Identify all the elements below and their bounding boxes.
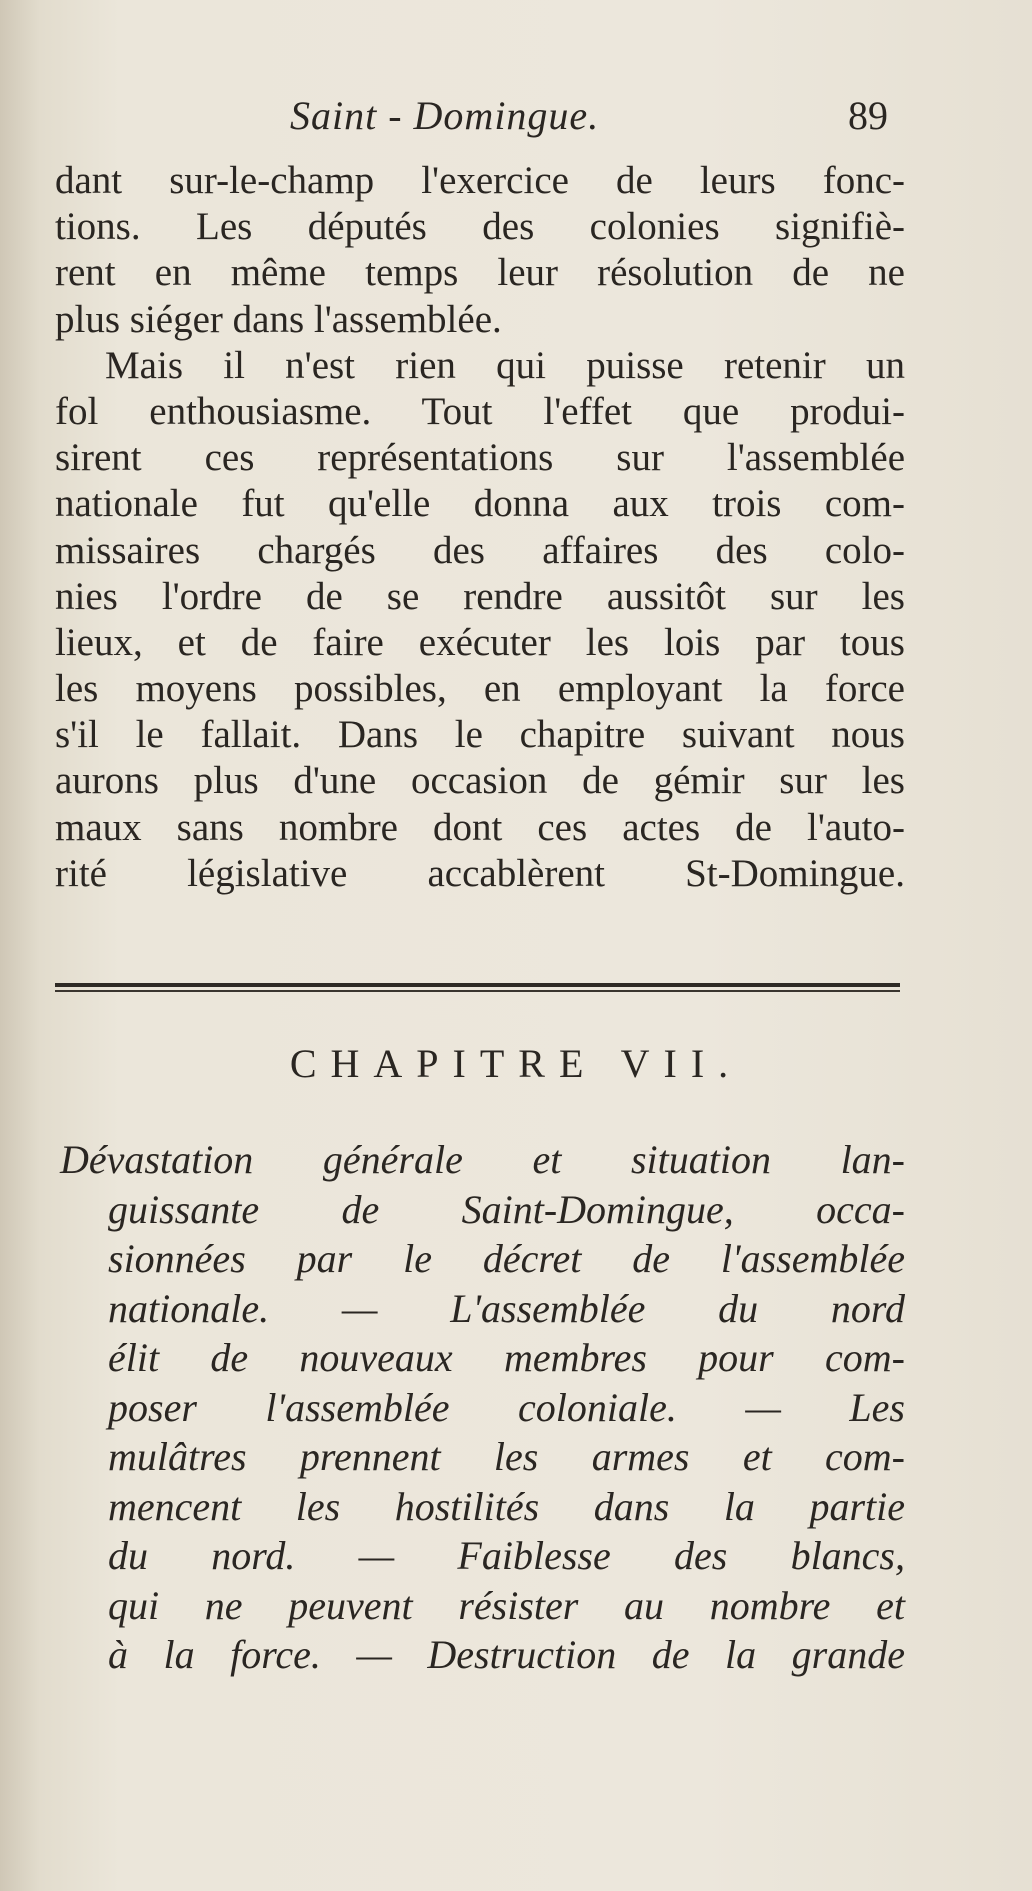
divider-thin [55, 990, 900, 992]
text-line: sirent ces représentations sur l'assemblée [55, 436, 905, 480]
body-text [55, 158, 905, 897]
text-line: dant sur-le-champ l'exercice de leurs fonc- [55, 159, 905, 202]
text-line: maux sans nombre dont ces actes de l'auto- [55, 805, 905, 849]
chapter-title: CHAPITRE VII. [289, 1041, 743, 1086]
summary-line: guissante de Saint-Domingue, occa- [108, 1186, 905, 1232]
text-line: Mais il n'est rien qui puisse retenir un [105, 343, 905, 387]
summary-line: élit de nouveaux membres pour com- [108, 1335, 905, 1380]
running-title: Saint - Domingue. [290, 93, 600, 138]
summary-line: mencent les hostilités dans la partie [108, 1483, 905, 1529]
summary-line: poser l'assemblée coloniale. — Les [108, 1384, 905, 1430]
summary-line: du nord. — Faiblesse des blancs, [108, 1533, 905, 1578]
chapter-summary [60, 1135, 905, 1680]
text-line: nies l'ordre de se rendre aussitôt sur les [55, 574, 905, 618]
page-header [0, 92, 1032, 152]
summary-line: mulâtres prennent les armes et com- [108, 1434, 905, 1479]
summary-line: sionnées par le décret de l'assemblée [108, 1236, 905, 1281]
text-line: plus siéger dans l'assemblée. [55, 297, 502, 341]
text-line: lieux, et de faire exécuter les lois par tous [55, 620, 905, 664]
text-line: s'il le fallait. Dans le chapitre suivant nous [55, 713, 905, 757]
text-line: fol enthousiasme. Tout l'effet que produi- [55, 389, 905, 433]
summary-line: nationale. — L'assemblée du nord [108, 1285, 905, 1331]
text-line: tions. Les députés des colonies signifiè- [55, 205, 905, 249]
text-line: aurons plus d'une occasion de gémir sur les [55, 759, 905, 803]
text-line: nationale fut qu'elle donna aux trois com- [55, 482, 905, 526]
divider-thick [55, 983, 900, 987]
page-number: 89 [848, 93, 888, 138]
summary-line: à la force. — Destruction de la grande [108, 1632, 905, 1677]
text-line: missaires chargés des affaires des colo- [55, 528, 905, 572]
text-line: rent en même temps leur résolution de ne [55, 251, 905, 295]
text-line: rité législative accablèrent St-Domingue. [55, 851, 905, 895]
text-line: les moyens possibles, en employant la force [55, 667, 905, 711]
chapter-divider-rule [55, 983, 900, 993]
summary-line: Dévastation générale et situation lan- [60, 1137, 905, 1182]
summary-line: qui ne peuvent résister au nombre et [108, 1582, 905, 1628]
